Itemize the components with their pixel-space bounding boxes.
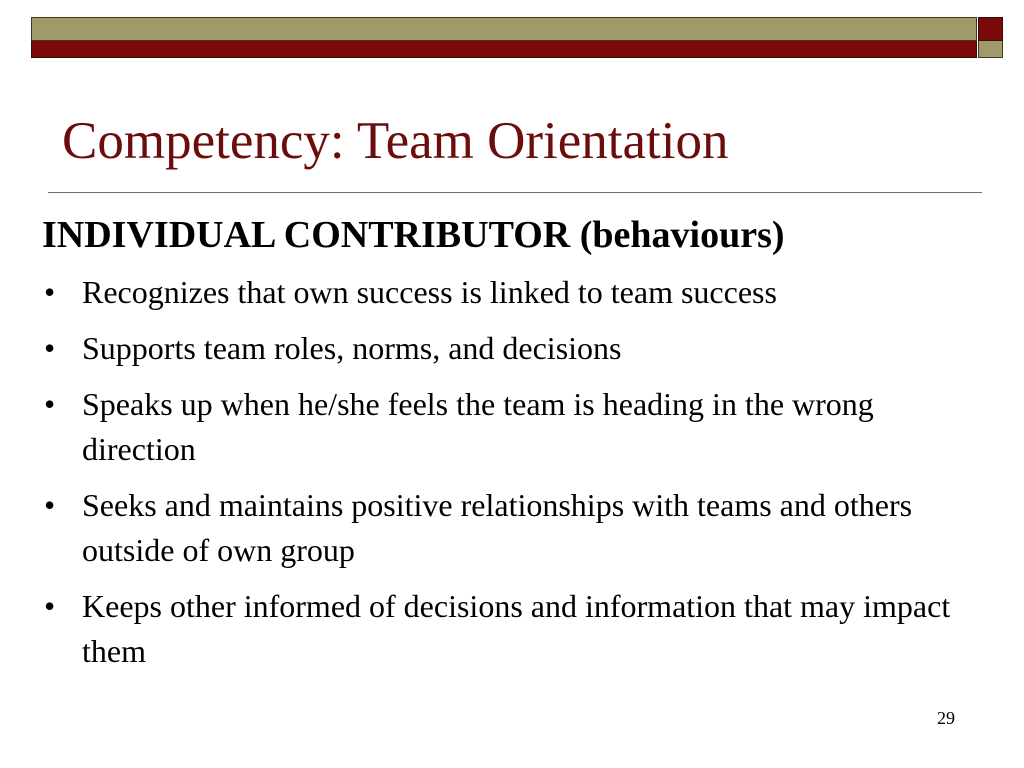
bullet-item: [42, 326, 982, 371]
bullet-item: [42, 270, 982, 315]
header-olive-bar: [31, 17, 977, 41]
bullet-item: [42, 483, 982, 573]
header-olive-square: [978, 41, 1003, 58]
bullet-text: Supports team roles, norms, and decisions: [82, 329, 622, 366]
slide-content: [42, 212, 982, 685]
bullet-item: [42, 382, 982, 472]
bullet-icon: •: [44, 486, 56, 523]
bullet-item: [42, 584, 982, 674]
title-divider: [48, 192, 982, 193]
bullet-text: Seeks and maintains positive relationships with teams and others outside of own group: [82, 486, 913, 568]
bullet-text: Speaks up when he/she feels the team is heading in the wrong direction: [82, 385, 874, 467]
bullet-text: Keeps other informed of decisions and information that may impact them: [82, 587, 951, 669]
bullet-text: Recognizes that own success is linked to team success: [82, 273, 777, 310]
bullet-icon: •: [44, 385, 56, 422]
slide-title: Competency: Team Orientation: [62, 112, 729, 170]
header-red-bar: [31, 41, 977, 58]
bullet-icon: •: [44, 329, 56, 366]
header-red-square: [978, 17, 1003, 41]
section-subheading: INDIVIDUAL CONTRIBUTOR (behaviours): [42, 214, 785, 256]
bullet-icon: •: [44, 273, 56, 310]
bullet-icon: •: [44, 587, 56, 624]
page-number: 29: [937, 708, 955, 728]
bullet-list: [42, 270, 982, 674]
